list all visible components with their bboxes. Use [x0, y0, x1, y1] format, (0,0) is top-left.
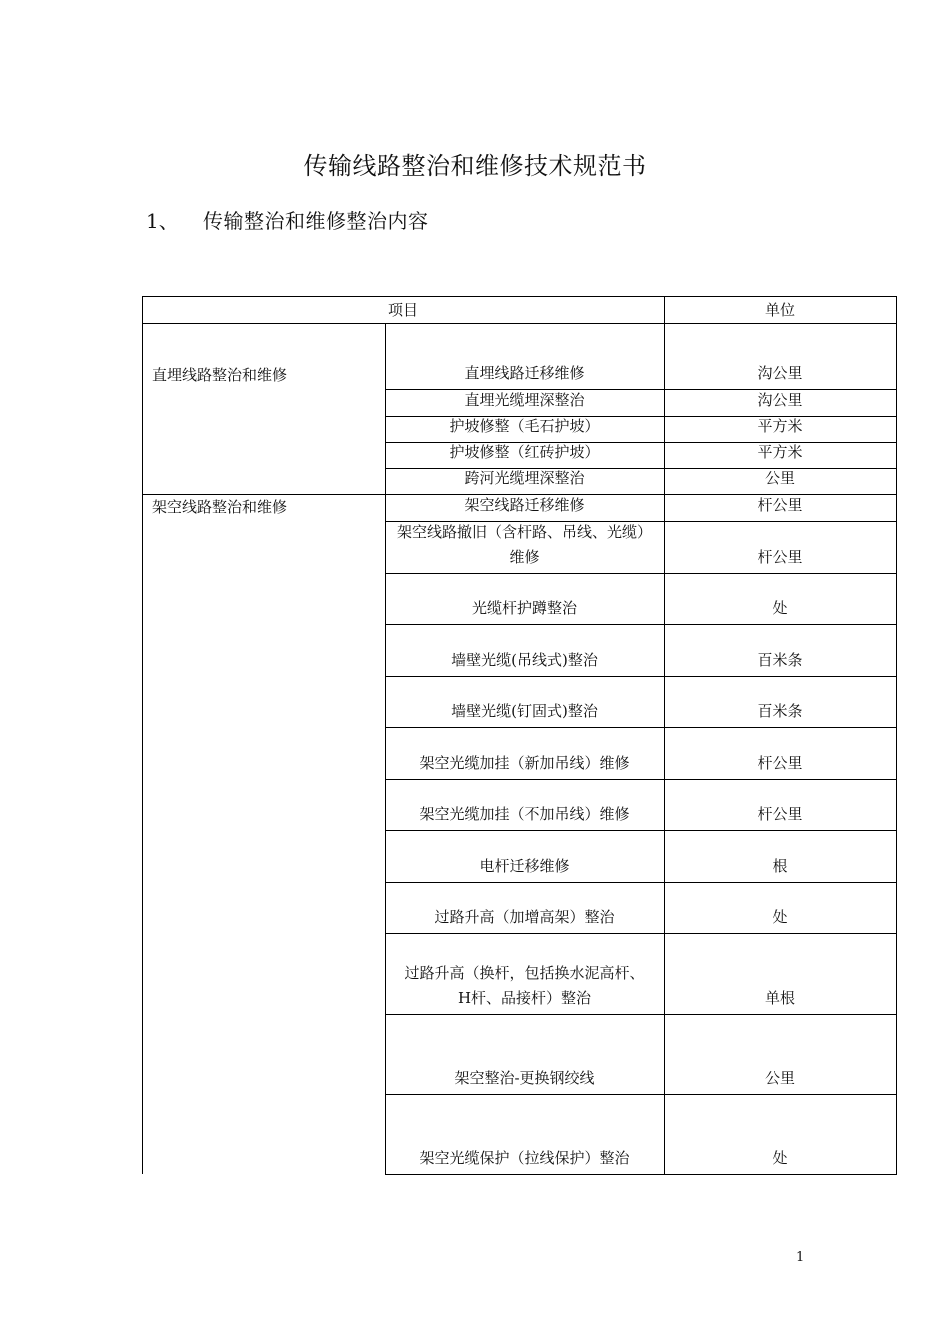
row-item-label: 过路升高（加增高架）整治 [434, 908, 615, 926]
row-unit-label: 公里 [764, 469, 795, 487]
row-unit-label: 处 [772, 1149, 788, 1167]
row-divider [385, 676, 897, 677]
row-unit-label: 处 [772, 599, 788, 617]
row-unit-label: 百米条 [757, 702, 803, 720]
row-unit-label: 杆公里 [757, 548, 803, 566]
header-unit: 单位 [764, 301, 795, 319]
row-unit-label: 平方米 [757, 443, 803, 461]
row-item-label: 护坡修整（毛石护坡） [449, 417, 600, 435]
header-divider [142, 323, 897, 324]
row-divider [385, 1014, 897, 1015]
row-divider [385, 573, 897, 574]
row-item-label: 过路升高（换杆，包括换水泥高杆、 [404, 964, 645, 982]
row-item-label: 直埋光缆埋深整治 [464, 391, 585, 409]
row-unit-label: 杆公里 [757, 805, 803, 823]
table-border-top [142, 296, 897, 297]
row-item-label: 架空光缆加挂（新加吊线）维修 [419, 754, 630, 772]
row-item-label: H杆、品接杆）整治 [457, 989, 592, 1007]
row-item-label: 墙壁光缆(钉固式)整治 [451, 702, 598, 720]
row-unit-label: 处 [772, 908, 788, 926]
section-number: 1、 [146, 209, 179, 233]
row-divider [385, 1094, 897, 1095]
row-divider [385, 779, 897, 780]
category-label: 直埋线路整治和维修 [152, 366, 288, 384]
row-item-label: 护坡修整（红砖护坡） [449, 443, 600, 461]
row-unit-label: 平方米 [757, 417, 803, 435]
row-item-label: 光缆杆护蹲整治 [471, 599, 577, 617]
page-title: 传输线路整治和维修技术规范书 [303, 152, 647, 180]
row-item-label: 直埋线路迁移维修 [464, 364, 585, 382]
row-item-label: 架空线路迁移维修 [464, 496, 585, 514]
row-divider [385, 624, 897, 625]
row-divider [385, 933, 897, 934]
row-divider [385, 882, 897, 883]
row-divider [385, 1174, 897, 1175]
header-item: 项目 [387, 301, 418, 319]
row-item-label: 架空光缆加挂（不加吊线）维修 [419, 805, 630, 823]
row-unit-label: 单根 [764, 989, 795, 1007]
table-border-left [142, 296, 143, 1174]
row-item-label: 架空线路撤旧（含杆路、吊线、光缆） [396, 523, 652, 541]
row-unit-label: 沟公里 [757, 391, 803, 409]
category-label: 架空线路整治和维修 [152, 498, 288, 516]
table-border-right [896, 296, 897, 1175]
row-item-label: 架空整治-更换钢绞线 [454, 1069, 595, 1087]
row-item-label: 墙壁光缆(吊线式)整治 [451, 651, 598, 669]
page-number: 1 [796, 1250, 805, 1265]
row-unit-label: 沟公里 [757, 364, 803, 382]
row-unit-label: 杆公里 [757, 496, 803, 514]
row-unit-label: 杆公里 [757, 754, 803, 772]
row-divider [385, 830, 897, 831]
section-title: 传输整治和维修整治内容 [203, 209, 429, 233]
row-item-label: 跨河光缆埋深整治 [464, 469, 585, 487]
row-item-label: 维修 [509, 548, 540, 566]
row-item-label: 架空光缆保护（拉线保护）整治 [419, 1149, 630, 1167]
row-unit-label: 根 [772, 857, 788, 875]
row-unit-label: 百米条 [757, 651, 803, 669]
row-unit-label: 公里 [764, 1069, 795, 1087]
row-divider [385, 727, 897, 728]
row-item-label: 电杆迁移维修 [479, 857, 570, 875]
